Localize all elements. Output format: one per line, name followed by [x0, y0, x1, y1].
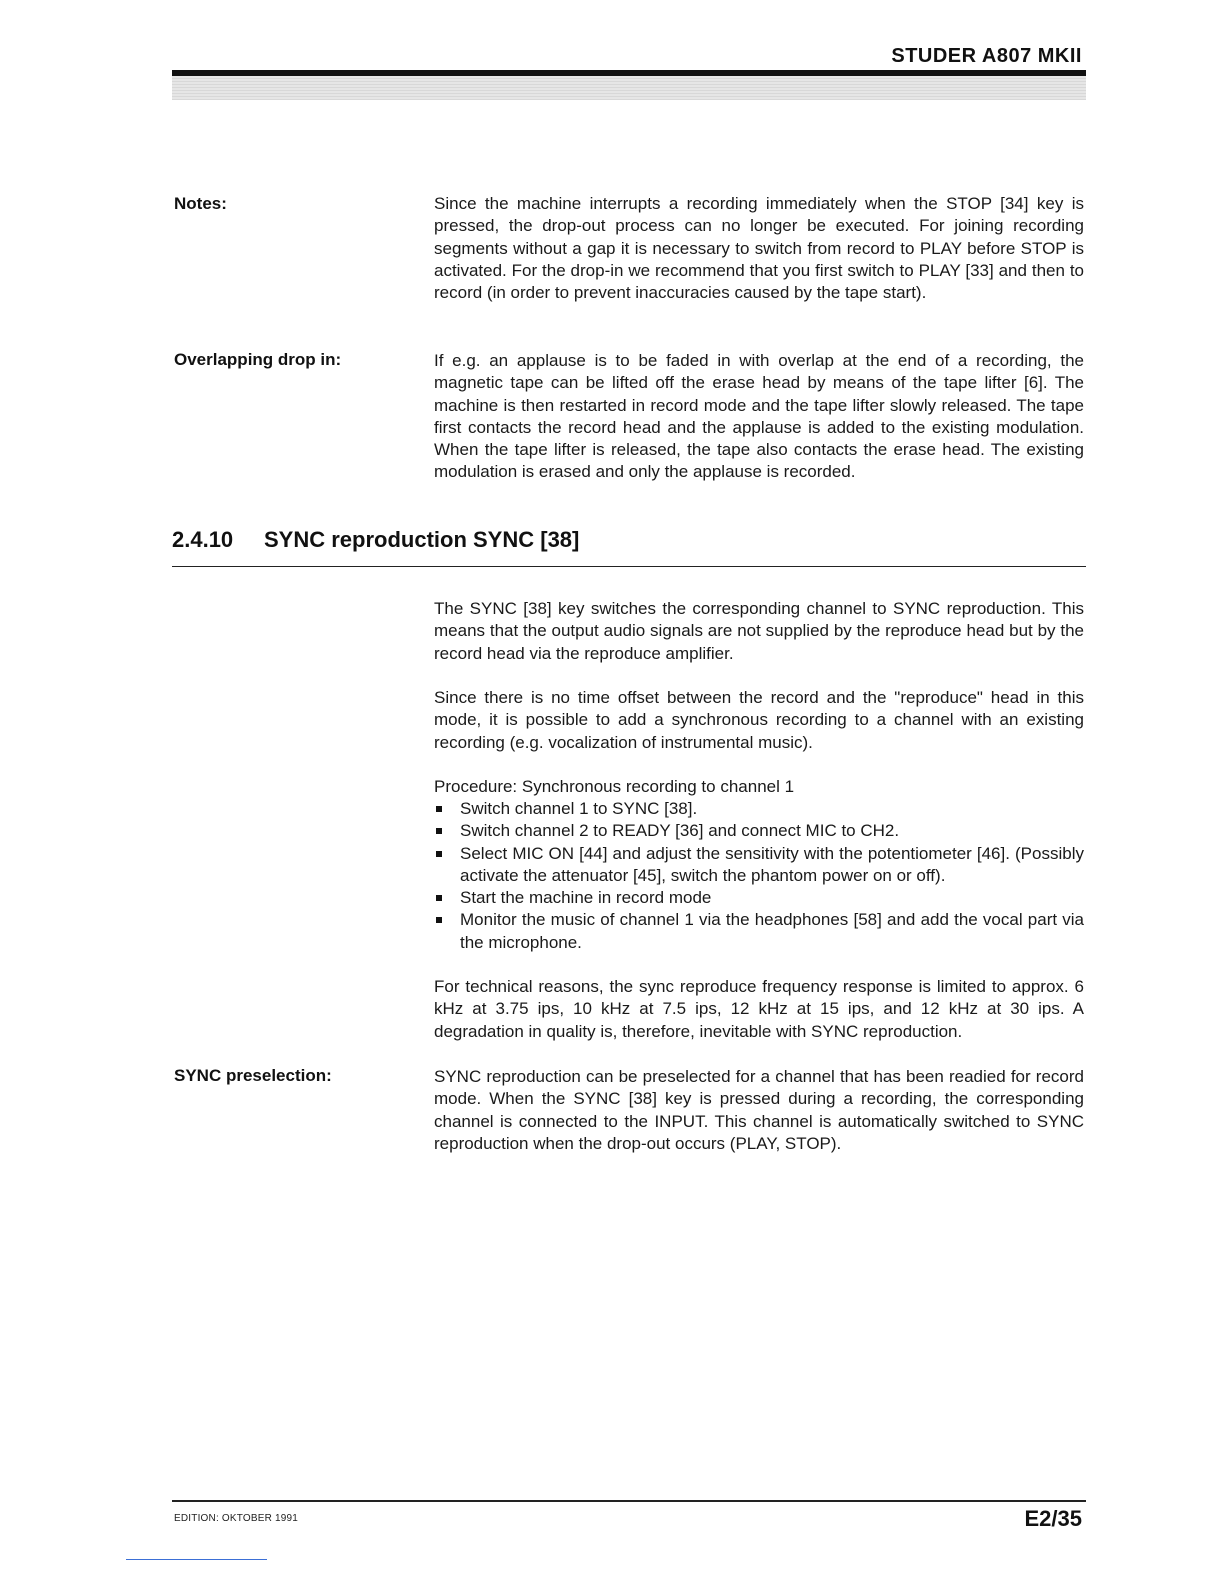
section-rule: [172, 566, 1086, 567]
section-heading: [172, 527, 579, 553]
sync-paragraph-3: For technical reasons, the sync reproduce frequency response is limited to approx. 6 kHz at 3.75 ips, 10 kHz at 7.5 ips, 12 kHz at 15 ips, and 12 kHz at 30 ips. A degradation in quality is, therefore, inevitable with SYNC reproduction.: [434, 977, 1084, 1041]
procedure-intro: Procedure: Synchronous recording to channel 1: [434, 777, 795, 796]
bullet-icon: [436, 851, 442, 857]
notes-text: Since the machine interrupts a recording immediately when the STOP [34] key is pressed, the drop-out process can no longer be executed. For joining recording segments without a gap it is necessary to switch from record to PLAY before STOP is activated. For the drop-in we recommend that you first switch to PLAY [33] and then to record (in order to prevent inaccuracies caused by the tape start).: [434, 194, 1084, 303]
footer-rule: [172, 1500, 1086, 1502]
sync-paragraph-2: Since there is no time offset between the record and the "reproduce" head in this mode, it is possible to add a synchronous recording to a channel with an existing recording (e.g. vocalization of instrumental music).: [434, 688, 1084, 752]
bullet-icon: [436, 828, 442, 834]
step-text: Select MIC ON [44] and adjust the sensitivity with the potentiometer [46]. (Possibly activate the attenuator [45], switch the phantom power on or off).: [460, 843, 1084, 885]
page-number: E2/35: [1024, 1506, 1082, 1531]
overlapping-label: Overlapping drop in:: [174, 350, 342, 369]
notes-label: Notes:: [174, 194, 227, 213]
step-text: Monitor the music of channel 1 via the headphones [58] and add the vocal part via the microphone.: [460, 910, 1084, 952]
bullet-icon: [436, 917, 442, 923]
section-title: SYNC reproduction SYNC [38]: [264, 527, 580, 552]
sync-paragraph-1: The SYNC [38] key switches the corresponding channel to SYNC reproduction. This means that the output audio signals are not supplied by the reproduce head but by the record head via the reproduce amplifier.: [434, 599, 1084, 663]
list-item: [434, 798, 1084, 820]
document-header-title: STUDER A807 MKII: [891, 45, 1082, 67]
list-item: [434, 887, 1084, 909]
list-item: [434, 909, 1084, 954]
step-text: Start the machine in record mode: [460, 888, 712, 908]
step-text: Switch channel 2 to READY [36] and connect MIC to CH2.: [460, 821, 900, 841]
bullet-icon: [436, 895, 442, 901]
bullet-icon: [436, 806, 442, 812]
header-shaded-band: [172, 76, 1086, 100]
section-number: 2.4.10: [172, 527, 234, 552]
preselection-text: SYNC reproduction can be preselected for a channel that has been readied for record mode. When the SYNC [38] key is pressed during a recording, the corresponding channel is connected to the INPUT. This channel is automatically switched to SYNC reproduction when the drop-out occurs (PLAY, STOP).: [434, 1067, 1084, 1153]
preselection-label: SYNC preselection:: [174, 1066, 332, 1085]
procedure-steps: [434, 798, 1084, 954]
footer-edition: EDITION: OKTOBER 1991: [174, 1513, 299, 1524]
list-item: [434, 843, 1084, 888]
overlapping-text: If e.g. an applause is to be faded in with overlap at the end of a recording, the magnetic tape can be lifted off the erase head by means of the tape lifter [6]. The machine is then restarted in record mode and the tape lifter slowly released. The tape first contacts the record head and the applause is added to the existing modulation. When the tape lifter is released, the tape also contacts the erase head. The existing modulation is erased and only the applause is recorded.: [434, 351, 1084, 482]
list-item: [434, 820, 1084, 842]
scan-artifact-line: [126, 1559, 267, 1560]
step-text: Switch channel 1 to SYNC [38].: [460, 799, 698, 818]
